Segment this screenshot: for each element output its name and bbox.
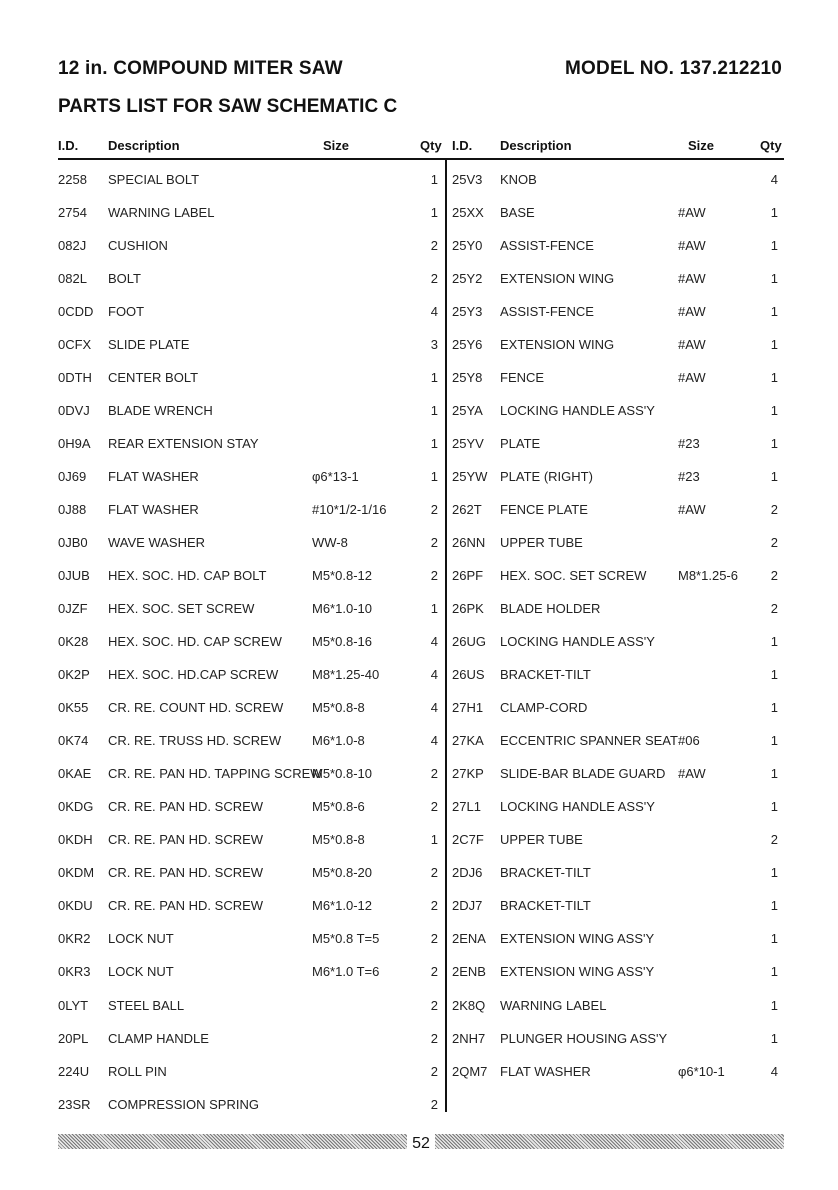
part-description: SPECIAL BOLT (108, 172, 200, 187)
part-qty: 2 (430, 799, 438, 815)
part-id: 26PK (452, 601, 484, 617)
part-description: BLADE HOLDER (500, 601, 601, 617)
part-id: 0J88 (58, 502, 87, 518)
part-qty: 2 (430, 502, 438, 518)
part-qty: 1 (770, 436, 778, 452)
part-size: M6*1.0 T=6 (312, 964, 380, 980)
part-qty: 1 (770, 733, 778, 749)
part-description: BLADE WRENCH (108, 403, 213, 419)
part-id: 0JB0 (58, 535, 88, 551)
part-qty: 1 (770, 799, 778, 815)
part-id: 27H1 (452, 700, 484, 716)
part-description: KNOB (500, 172, 537, 187)
part-id: 25Y6 (452, 337, 483, 353)
part-qty: 4 (430, 667, 438, 683)
part-qty: 4 (770, 172, 778, 187)
part-qty: 1 (770, 271, 778, 287)
part-description: CLAMP HANDLE (108, 1030, 209, 1046)
part-id: 0K28 (58, 634, 89, 650)
part-id: 27KA (452, 733, 484, 749)
part-description: UPPER TUBE (500, 535, 583, 551)
part-description: PLUNGER HOUSING ASS'Y (500, 1030, 668, 1046)
part-qty: 1 (770, 964, 778, 980)
part-id: 2754 (58, 205, 87, 221)
part-size: #AW (678, 502, 706, 518)
part-size: φ6*13-1 (312, 469, 359, 485)
part-size: M5*0.8-12 (312, 568, 372, 584)
part-id: 27KP (452, 766, 484, 782)
part-qty: 2 (430, 766, 438, 782)
part-description: BRACKET-TILT (500, 898, 591, 914)
part-description: EXTENSION WING (500, 337, 615, 353)
part-id: 25Y3 (452, 304, 483, 320)
col-desc-header-right: Description (500, 138, 572, 153)
part-id: 0KAE (58, 766, 92, 782)
part-qty: 2 (430, 238, 438, 254)
part-size: #06 (678, 733, 700, 749)
part-id: 0LYT (58, 997, 89, 1013)
part-id: 0DVJ (58, 403, 90, 419)
part-id: 25Y0 (452, 238, 483, 254)
product-title: 12 in. COMPOUND MITER SAW (58, 58, 343, 79)
part-id: 26NN (452, 535, 486, 551)
part-description: REAR EXTENSION STAY (108, 436, 259, 452)
part-description: UPPER TUBE (500, 832, 583, 848)
part-description: FLAT WASHER (108, 502, 199, 518)
col-id-header-right: I.D. (452, 138, 473, 153)
part-id: 2ENB (452, 964, 486, 980)
page-footer (58, 1133, 784, 1150)
header-rule (58, 158, 784, 160)
part-id: 2DJ6 (452, 865, 483, 881)
part-description: PLATE (RIGHT) (500, 469, 593, 485)
part-id: 0CFX (58, 337, 92, 353)
part-qty: 2 (430, 1030, 438, 1046)
part-description: HEX. SOC. HD. CAP SCREW (108, 634, 282, 650)
part-qty: 2 (430, 865, 438, 881)
part-qty: 2 (430, 931, 438, 947)
part-id: 0K74 (58, 733, 89, 749)
part-qty: 1 (770, 238, 778, 254)
part-id: 0JUB (58, 568, 90, 584)
part-size: M6*1.0-10 (312, 601, 372, 617)
part-qty: 1 (430, 436, 438, 452)
part-id: 26PF (452, 568, 484, 584)
part-size: M5*0.8-8 (312, 700, 365, 716)
part-id: 0KDM (58, 865, 95, 881)
part-qty: 1 (770, 304, 778, 320)
part-description: WARNING LABEL (108, 205, 215, 221)
part-qty: 4 (770, 1063, 778, 1079)
part-description: BRACKET-TILT (500, 865, 591, 881)
part-description: SLIDE-BAR BLADE GUARD (500, 766, 666, 782)
part-id: 0CDD (58, 304, 94, 320)
part-id: 0KR3 (58, 964, 91, 980)
part-id: 082J (58, 238, 87, 254)
part-description: FENCE PLATE (500, 502, 588, 518)
part-id: 0KDG (58, 799, 94, 815)
part-qty: 4 (430, 304, 438, 320)
part-description: HEX. SOC. HD. CAP BOLT (108, 568, 267, 584)
part-size: #10*1/2-1/16 (312, 502, 387, 518)
part-size: #AW (678, 766, 706, 782)
col-size-header-left: Size (323, 138, 350, 153)
part-id: 2K8Q (452, 997, 486, 1013)
part-description: ROLL PIN (108, 1063, 167, 1079)
part-size: M6*1.0-12 (312, 898, 372, 914)
part-description: LOCKING HANDLE ASS'Y (500, 799, 655, 815)
col-size-header-right: Size (688, 138, 715, 153)
part-size: φ6*10-1 (678, 1063, 725, 1079)
part-qty: 2 (430, 997, 438, 1013)
part-description: CLAMP-CORD (500, 700, 588, 716)
part-size: M5*0.8 T=5 (312, 931, 380, 947)
part-size: M5*0.8-20 (312, 865, 372, 881)
part-qty: 1 (770, 931, 778, 947)
part-qty: 1 (770, 469, 778, 485)
part-size: #AW (678, 304, 706, 320)
part-id: 0KR2 (58, 931, 91, 947)
part-id: 2QM7 (452, 1063, 488, 1079)
parts-list-title: PARTS LIST FOR SAW SCHEMATIC C (58, 96, 398, 117)
part-qty: 1 (770, 337, 778, 353)
part-size: #23 (678, 469, 700, 485)
part-qty: 4 (430, 634, 438, 650)
part-id: 25XX (452, 205, 484, 221)
part-description: EXTENSION WING (500, 271, 615, 287)
part-size: M8*1.25-6 (678, 568, 738, 584)
part-qty: 4 (430, 733, 438, 749)
part-id: 2C7F (452, 832, 484, 848)
part-qty: 4 (430, 700, 438, 716)
part-size: M5*0.8-6 (312, 799, 365, 815)
part-description: ASSIST-FENCE (500, 304, 594, 320)
part-qty: 2 (430, 271, 438, 287)
part-id: 26UG (452, 634, 486, 650)
part-id: 25Y8 (452, 370, 483, 386)
part-qty: 2 (430, 568, 438, 584)
part-description: ECCENTRIC SPANNER SEAT (500, 733, 678, 749)
part-qty: 2 (430, 1063, 438, 1079)
part-qty: 1 (430, 370, 438, 386)
part-description: CR. RE. PAN HD. SCREW (108, 865, 264, 881)
part-description: LOCKING HANDLE ASS'Y (500, 634, 655, 650)
part-qty: 1 (430, 205, 438, 221)
part-qty: 2 (770, 832, 778, 848)
col-qty-header-left: Qty (420, 138, 442, 153)
part-size: #AW (678, 205, 706, 221)
part-description: ASSIST-FENCE (500, 238, 594, 254)
part-qty: 1 (770, 997, 778, 1013)
part-qty: 1 (770, 370, 778, 386)
part-id: 0K2P (58, 667, 90, 683)
part-id: 0JZF (58, 601, 88, 617)
part-qty: 1 (430, 403, 438, 419)
part-id: 082L (58, 271, 87, 287)
part-description: FENCE (500, 370, 545, 386)
part-description: FLAT WASHER (500, 1063, 591, 1079)
part-description: PLATE (500, 436, 541, 452)
part-description: SLIDE PLATE (108, 337, 190, 353)
part-id: 23SR (58, 1096, 91, 1112)
part-id: 0J69 (58, 469, 87, 485)
part-description: HEX. SOC. HD.CAP SCREW (108, 667, 279, 683)
col-id-header-left: I.D. (58, 138, 79, 153)
part-qty: 1 (770, 667, 778, 683)
part-description: FLAT WASHER (108, 469, 199, 485)
model-number: MODEL NO. 137.212210 (565, 58, 782, 79)
part-qty: 2 (770, 601, 778, 617)
part-description: EXTENSION WING ASS'Y (500, 931, 655, 947)
part-size: WW-8 (312, 535, 348, 551)
part-description: HEX. SOC. SET SCREW (500, 568, 647, 584)
part-id: 26US (452, 667, 485, 683)
part-qty: 1 (770, 1030, 778, 1046)
part-description: LOCK NUT (108, 931, 174, 947)
part-size: #AW (678, 271, 706, 287)
part-id: 27L1 (452, 799, 481, 815)
part-size: M6*1.0-8 (312, 733, 365, 749)
part-id: 2258 (58, 172, 87, 187)
part-qty: 2 (430, 535, 438, 551)
part-id: 25YW (452, 469, 488, 485)
page-number: 52 (412, 1134, 430, 1152)
part-id: 262T (452, 502, 482, 518)
part-qty: 1 (770, 865, 778, 881)
part-id: 25YV (452, 436, 484, 452)
part-id: 0KDH (58, 832, 93, 848)
part-size: #23 (678, 436, 700, 452)
part-description: CR. RE. PAN HD. SCREW (108, 832, 264, 848)
part-description: BOLT (108, 271, 141, 287)
part-id: 0KDU (58, 898, 93, 914)
part-description: WARNING LABEL (500, 997, 607, 1013)
page-header (58, 58, 782, 80)
part-qty: 1 (430, 172, 438, 187)
part-description: CR. RE. COUNT HD. SCREW (108, 700, 284, 716)
part-id: 0K55 (58, 700, 89, 716)
part-qty: 1 (430, 469, 438, 485)
part-qty: 1 (770, 700, 778, 716)
part-size: M5*0.8-8 (312, 832, 365, 848)
part-description: BRACKET-TILT (500, 667, 591, 683)
part-id: 2ENA (452, 931, 486, 947)
part-id: 0H9A (58, 436, 91, 452)
part-size: M5*0.8-16 (312, 634, 372, 650)
col-qty-header-right: Qty (760, 138, 782, 153)
part-qty: 2 (770, 502, 778, 518)
part-qty: 2 (770, 568, 778, 584)
part-description: CENTER BOLT (108, 370, 199, 386)
part-description: LOCKING HANDLE ASS'Y (500, 403, 655, 419)
part-description: LOCK NUT (108, 964, 174, 980)
part-qty: 1 (770, 898, 778, 914)
part-description: WAVE WASHER (108, 535, 206, 551)
part-id: 2NH7 (452, 1030, 486, 1046)
footer-hatch-right (435, 1134, 784, 1149)
part-description: EXTENSION WING ASS'Y (500, 964, 655, 980)
part-id: 2DJ7 (452, 898, 483, 914)
part-qty: 2 (430, 1096, 438, 1112)
part-qty: 2 (430, 964, 438, 980)
part-description: CR. RE. PAN HD. TAPPING SCREW (108, 766, 323, 782)
part-size: #AW (678, 337, 706, 353)
part-description: HEX. SOC. SET SCREW (108, 601, 255, 617)
part-size: M5*0.8-10 (312, 766, 372, 782)
part-description: COMPRESSION SPRING (108, 1096, 259, 1112)
part-size: M8*1.25-40 (312, 667, 380, 683)
col-desc-header-left: Description (108, 138, 180, 153)
part-qty: 1 (430, 601, 438, 617)
part-qty: 3 (430, 337, 438, 353)
part-description: CR. RE. PAN HD. SCREW (108, 799, 264, 815)
part-id: 25V3 (452, 172, 483, 187)
part-qty: 1 (430, 832, 438, 848)
part-description: BASE (500, 205, 535, 221)
part-qty: 1 (770, 766, 778, 782)
part-description: STEEL BALL (108, 997, 185, 1013)
part-description: CR. RE. TRUSS HD. SCREW (108, 733, 282, 749)
part-id: 25Y2 (452, 271, 483, 287)
part-id: 224U (58, 1063, 90, 1079)
part-id: 20PL (58, 1030, 89, 1046)
part-qty: 2 (770, 535, 778, 551)
part-description: CR. RE. PAN HD. SCREW (108, 898, 264, 914)
part-id: 0DTH (58, 370, 92, 386)
part-size: #AW (678, 238, 706, 254)
part-qty: 2 (430, 898, 438, 914)
part-qty: 1 (770, 634, 778, 650)
part-size: #AW (678, 370, 706, 386)
part-qty: 1 (770, 205, 778, 221)
column-divider (445, 160, 447, 1112)
footer-hatch-left (58, 1134, 407, 1149)
part-qty: 1 (770, 403, 778, 419)
part-description: FOOT (108, 304, 145, 320)
part-description: CUSHION (108, 238, 168, 254)
part-id: 25YA (452, 403, 483, 419)
